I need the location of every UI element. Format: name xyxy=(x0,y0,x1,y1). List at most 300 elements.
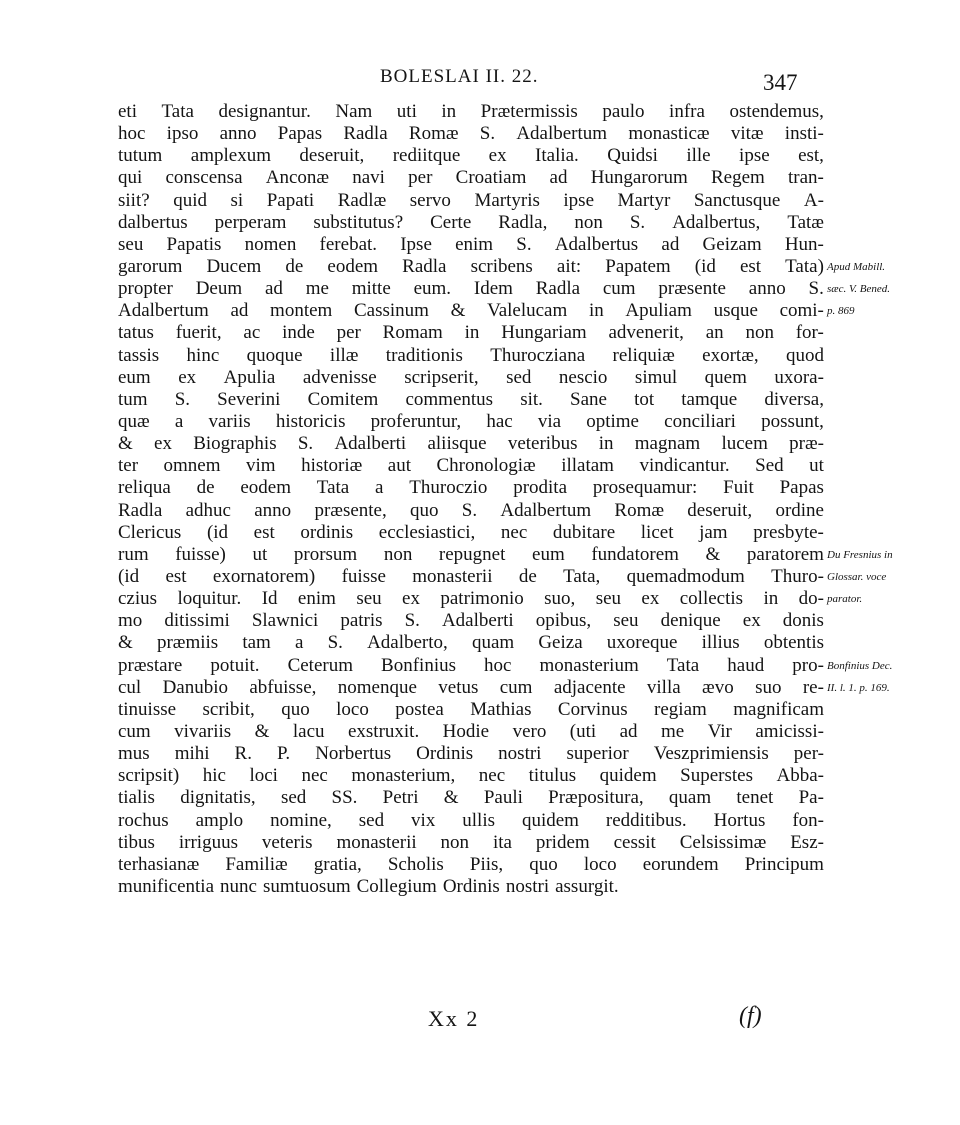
word: quem xyxy=(704,366,747,388)
text-line xyxy=(118,500,824,522)
word: est xyxy=(165,565,187,587)
word: adhuc xyxy=(185,499,231,521)
word: ex xyxy=(402,588,420,610)
word: prosequamur: xyxy=(592,477,698,499)
word: an xyxy=(705,322,724,344)
word: Adalbertus xyxy=(554,233,639,255)
word: Ceterum xyxy=(287,654,353,676)
word: loco xyxy=(583,853,617,875)
word: adjacente xyxy=(553,676,626,698)
word: cessit xyxy=(613,831,656,853)
word: sed xyxy=(280,787,307,809)
word: ex xyxy=(742,610,761,632)
text-line xyxy=(118,876,824,898)
word: Biographis xyxy=(193,433,277,455)
word: enim xyxy=(297,588,336,610)
word: quidem xyxy=(599,765,657,787)
word: monasticæ xyxy=(628,123,710,145)
word: Bonfinius xyxy=(381,654,456,676)
word: Adalbertum xyxy=(500,499,592,521)
word: Celsissimæ xyxy=(679,831,767,853)
word: non xyxy=(745,322,774,344)
word: de xyxy=(196,477,215,499)
word: quo xyxy=(410,499,439,521)
word: ordine xyxy=(775,499,824,521)
word: & xyxy=(705,543,721,565)
word: Piis, xyxy=(469,853,504,875)
word: exortæ, xyxy=(702,344,759,366)
word: anno xyxy=(254,499,292,521)
word: ad xyxy=(264,278,283,300)
word: nomen xyxy=(244,233,297,255)
word: tam xyxy=(242,632,271,654)
word: quemadmodum xyxy=(626,565,745,587)
word: inde xyxy=(282,322,315,344)
word: designantur. xyxy=(218,101,311,122)
word: ut xyxy=(252,543,268,565)
word: amplo xyxy=(195,809,244,831)
word: Familiæ xyxy=(225,853,288,875)
word: Radlæ xyxy=(337,189,387,211)
word: Comitem xyxy=(307,388,379,410)
body-text xyxy=(118,101,824,898)
word: Fuit xyxy=(723,477,754,499)
word: ostendemus, xyxy=(729,101,824,122)
word: R. xyxy=(234,743,252,765)
word: in xyxy=(763,588,779,610)
word: quæ xyxy=(118,410,150,432)
word: Collegium xyxy=(356,875,437,897)
word: dubitare xyxy=(552,521,616,543)
word: dignitatis, xyxy=(180,787,256,809)
word: reliquiæ xyxy=(612,344,675,366)
word: postea xyxy=(395,698,444,720)
word: vix xyxy=(411,809,436,831)
word: for- xyxy=(795,322,824,344)
word: navi xyxy=(352,167,385,189)
word: Pauli xyxy=(483,787,523,809)
word: & xyxy=(450,300,466,322)
word: Petri xyxy=(382,787,419,809)
word: mus xyxy=(118,743,150,765)
word: simul xyxy=(634,366,678,388)
word: eti xyxy=(118,101,137,122)
word: tibus xyxy=(118,831,155,853)
word: Severini xyxy=(217,388,281,410)
word: me xyxy=(305,278,329,300)
word: possunt, xyxy=(761,410,824,432)
word: rediitque xyxy=(392,145,461,167)
word: suo xyxy=(755,676,782,698)
word: Sanctusque xyxy=(693,189,781,211)
word: Sed xyxy=(755,455,784,477)
word: terhasianæ xyxy=(118,853,200,875)
word: nostri xyxy=(505,875,550,897)
word: anno xyxy=(748,278,786,300)
word: aliisque xyxy=(427,433,487,455)
word: in xyxy=(464,322,480,344)
word: illæ xyxy=(329,344,359,366)
word: monasterii xyxy=(412,565,493,587)
word: Norbertus xyxy=(315,743,392,765)
word: servo xyxy=(409,189,451,211)
text-line xyxy=(118,522,824,544)
text-line xyxy=(118,455,824,477)
word: Ordinis xyxy=(442,875,500,897)
word: nomine, xyxy=(270,809,332,831)
word: usque xyxy=(713,300,758,322)
word: hic xyxy=(202,765,226,787)
word: omnem xyxy=(163,455,221,477)
word: diversa, xyxy=(764,388,824,410)
word: S. xyxy=(297,433,314,455)
text-line xyxy=(118,810,824,832)
word: garorum xyxy=(118,255,183,277)
text-line xyxy=(118,743,824,765)
word: præsente, xyxy=(314,499,387,521)
word: exstruxit. xyxy=(347,720,420,742)
text-line xyxy=(118,632,824,654)
word: hoc xyxy=(484,654,512,676)
word: Radla xyxy=(402,255,447,277)
word: Hun- xyxy=(784,233,824,255)
text-line xyxy=(118,190,824,212)
word: jam xyxy=(699,521,728,543)
word: enim xyxy=(455,233,494,255)
text-line xyxy=(118,477,824,499)
text-line xyxy=(118,721,824,743)
text-line xyxy=(118,123,824,145)
word: tassis xyxy=(118,344,160,366)
word: Radla xyxy=(535,278,581,300)
word: Apulia xyxy=(223,366,276,388)
word: patris xyxy=(340,610,383,632)
word: nunc xyxy=(220,875,257,897)
word: est xyxy=(739,255,762,277)
word: pridem xyxy=(535,831,590,853)
word: advenerit, xyxy=(608,322,684,344)
word: hoc xyxy=(118,123,146,145)
word: sed xyxy=(506,366,532,388)
word: amplexum xyxy=(190,145,271,167)
word: per xyxy=(336,322,361,344)
word: & xyxy=(254,720,270,742)
word: si xyxy=(230,189,244,211)
word: ad xyxy=(619,720,638,742)
word: quidem xyxy=(521,809,579,831)
word: Quidsi xyxy=(607,145,658,167)
word: mihi xyxy=(174,743,210,765)
word: & xyxy=(118,433,133,455)
word: advenisse xyxy=(302,366,377,388)
word: vetus xyxy=(438,676,479,698)
word: ac xyxy=(243,322,261,344)
word: ex xyxy=(488,145,507,167)
word: exornatorem) xyxy=(212,565,316,587)
word: Cassinum xyxy=(354,300,429,322)
word: Danubio xyxy=(162,676,229,698)
word: mo xyxy=(118,610,143,632)
word: nomenque xyxy=(337,676,417,698)
word: mitte xyxy=(351,278,391,300)
page-number: 347 xyxy=(763,70,798,95)
word: scripsit) xyxy=(118,765,180,787)
text-line xyxy=(118,300,824,322)
word: perperam xyxy=(214,211,287,233)
word: paratorem xyxy=(746,543,824,565)
word: Præpositura, xyxy=(548,787,644,809)
word: Radla xyxy=(118,499,163,521)
word: insti- xyxy=(784,123,824,145)
word: seu xyxy=(118,233,144,255)
word: scribit, xyxy=(202,698,255,720)
margin-note: sæc. V. Bened. xyxy=(827,283,891,296)
word: Tata, xyxy=(563,565,601,587)
text-line xyxy=(118,787,824,809)
word: propter xyxy=(118,278,173,300)
margin-note: Bonfinius Dec. xyxy=(827,659,893,672)
word: Sane xyxy=(570,388,607,410)
word: cum xyxy=(602,278,636,300)
word: suo, xyxy=(544,588,576,610)
word: illatam xyxy=(561,455,614,477)
word: uxora- xyxy=(774,366,824,388)
word: presbyte- xyxy=(753,521,824,543)
word: S. xyxy=(174,388,191,410)
word: ipse xyxy=(739,145,770,167)
word: Thurocziana xyxy=(490,344,586,366)
word: conscensa xyxy=(165,167,243,189)
word: sed xyxy=(358,809,385,831)
word: & xyxy=(118,632,133,654)
margin-note: Du Fresnius in xyxy=(827,549,893,561)
word: historicis xyxy=(275,410,346,432)
word: sumtuosum xyxy=(262,875,351,897)
word: irriguus xyxy=(178,831,238,853)
word: Geizam xyxy=(702,233,762,255)
word: ad xyxy=(230,300,249,322)
word: historiæ xyxy=(301,455,363,477)
text-line xyxy=(118,655,824,677)
word: Radla, xyxy=(498,211,548,233)
word: prodita xyxy=(513,477,568,499)
word: ad xyxy=(549,167,568,189)
word: vero xyxy=(512,720,547,742)
word: monasterium xyxy=(539,654,639,676)
word: Martyr xyxy=(617,189,671,211)
word: montem xyxy=(270,300,333,322)
word: A- xyxy=(803,189,824,211)
word: Corvinus xyxy=(557,698,628,720)
word: Hungariam xyxy=(501,322,587,344)
word: in xyxy=(588,300,604,322)
word: loci xyxy=(249,765,278,787)
word: fuisse) xyxy=(175,543,226,565)
word: S. xyxy=(461,499,478,521)
word: Ducem xyxy=(206,255,262,277)
word: quam xyxy=(471,632,515,654)
word: S. xyxy=(404,610,420,632)
word: nec xyxy=(478,765,506,787)
word: S. xyxy=(479,123,496,145)
word: seu xyxy=(613,610,639,632)
word: ullis xyxy=(462,809,496,831)
word: per xyxy=(408,167,433,189)
margin-note: Glossar. voce xyxy=(827,571,887,584)
word: ad xyxy=(661,233,680,255)
word: præsente xyxy=(658,278,726,300)
word: nec xyxy=(500,521,528,543)
word: veteribus xyxy=(507,433,578,455)
word: rochus xyxy=(118,809,169,831)
word: fuisse xyxy=(341,565,386,587)
word: veteris xyxy=(261,831,313,853)
word: Thuro- xyxy=(771,565,824,587)
word: Ipse xyxy=(400,233,432,255)
word: ait: xyxy=(556,255,582,277)
word: seu xyxy=(595,588,622,610)
word: Chronologiæ xyxy=(436,455,536,477)
word: amicissi- xyxy=(755,720,824,742)
word: Apuliam xyxy=(625,300,692,322)
word: comi- xyxy=(779,300,824,322)
word: Geiza xyxy=(538,632,583,654)
word: Certe xyxy=(430,211,472,233)
word: pro- xyxy=(792,654,824,676)
word: Tata) xyxy=(785,255,824,277)
word: Principum xyxy=(744,853,824,875)
word: Adalberti xyxy=(441,610,514,632)
word: anno xyxy=(219,123,257,145)
word: ordinis xyxy=(300,521,354,543)
text-line xyxy=(118,278,824,300)
word: uti xyxy=(396,101,417,122)
word: ex xyxy=(641,588,660,610)
word: Esz- xyxy=(790,831,824,853)
word: Clericus xyxy=(118,521,182,543)
word: Romam xyxy=(382,322,443,344)
word: ut xyxy=(809,455,824,477)
word: monasterii xyxy=(336,831,417,853)
word: tialis xyxy=(118,787,155,809)
running-title: BOLESLAI II. 22. xyxy=(380,66,539,87)
word: tot xyxy=(634,388,655,410)
word: (id xyxy=(118,565,140,587)
word: tinuisse xyxy=(118,698,177,720)
word: do- xyxy=(798,588,824,610)
word: ditissimi xyxy=(164,610,230,632)
word: via xyxy=(537,410,562,432)
word: Papati xyxy=(266,189,315,211)
word: Romæ xyxy=(408,123,459,145)
margin-note: p. 869 xyxy=(827,305,855,318)
word: potuit. xyxy=(210,654,260,676)
word: Anconæ xyxy=(265,167,330,189)
word: monasterium, xyxy=(351,765,456,787)
word: ipse xyxy=(563,189,595,211)
word: S. xyxy=(327,632,343,654)
text-line xyxy=(118,588,824,610)
word: licet xyxy=(640,521,674,543)
word: qui xyxy=(118,167,143,189)
word: dalbertus xyxy=(118,211,188,233)
word: superior xyxy=(566,743,629,765)
word: P. xyxy=(276,743,291,765)
text-line xyxy=(118,566,824,588)
word: ipso xyxy=(166,123,199,145)
word: me xyxy=(661,720,685,742)
word: Papas xyxy=(779,477,824,499)
word: eodem xyxy=(327,255,379,277)
text-line xyxy=(118,101,824,123)
word: præ- xyxy=(789,433,824,455)
word: fon- xyxy=(792,809,824,831)
word: lucem xyxy=(721,433,768,455)
word: eum. xyxy=(413,278,452,300)
word: Hortus xyxy=(713,809,766,831)
word: ter xyxy=(118,455,139,477)
word: præmiis xyxy=(156,632,219,654)
word: S. xyxy=(629,211,646,233)
word: Slawnici xyxy=(251,610,319,632)
text-line xyxy=(118,433,824,455)
word: deseruit, xyxy=(687,499,753,521)
text-line xyxy=(118,854,824,876)
word: Tata xyxy=(316,477,350,499)
word: Italia. xyxy=(535,145,579,167)
word: donis xyxy=(782,610,824,632)
word: de xyxy=(518,565,537,587)
word: fuerit, xyxy=(175,322,222,344)
word: SS. xyxy=(331,787,358,809)
word: tatus xyxy=(118,322,154,344)
word: magnificam xyxy=(733,698,824,720)
word: tenet xyxy=(736,787,774,809)
word: Regem xyxy=(710,167,765,189)
word: Papas xyxy=(277,123,323,145)
word: (id xyxy=(206,521,229,543)
word: seu xyxy=(356,588,382,610)
margin-note: parator. xyxy=(827,593,863,606)
word: Veszprimiensis xyxy=(653,743,769,765)
word: opibus, xyxy=(535,610,592,632)
text-line xyxy=(118,322,824,344)
word: (uti xyxy=(569,720,597,742)
word: quo xyxy=(281,698,310,720)
word: Romæ xyxy=(614,499,665,521)
word: titulus xyxy=(528,765,577,787)
word: tran- xyxy=(788,167,824,189)
word: czius xyxy=(118,588,158,610)
word: obtentis xyxy=(763,632,824,654)
word: loquitur. xyxy=(177,588,242,610)
word: ecclesiastici, xyxy=(378,521,476,543)
word: loco xyxy=(336,698,369,720)
word: patrimonio xyxy=(440,588,524,610)
word: nostri xyxy=(498,743,542,765)
word: Mathias xyxy=(470,698,532,720)
word: Tata xyxy=(161,101,194,122)
word: nec xyxy=(301,765,328,787)
word: Ordinis xyxy=(416,743,474,765)
text-line xyxy=(118,234,824,256)
word: aut xyxy=(387,455,411,477)
word: a xyxy=(375,477,384,499)
text-line xyxy=(118,544,824,566)
word: in xyxy=(598,433,614,455)
word: Idem xyxy=(473,278,513,300)
word: infra xyxy=(669,101,705,122)
